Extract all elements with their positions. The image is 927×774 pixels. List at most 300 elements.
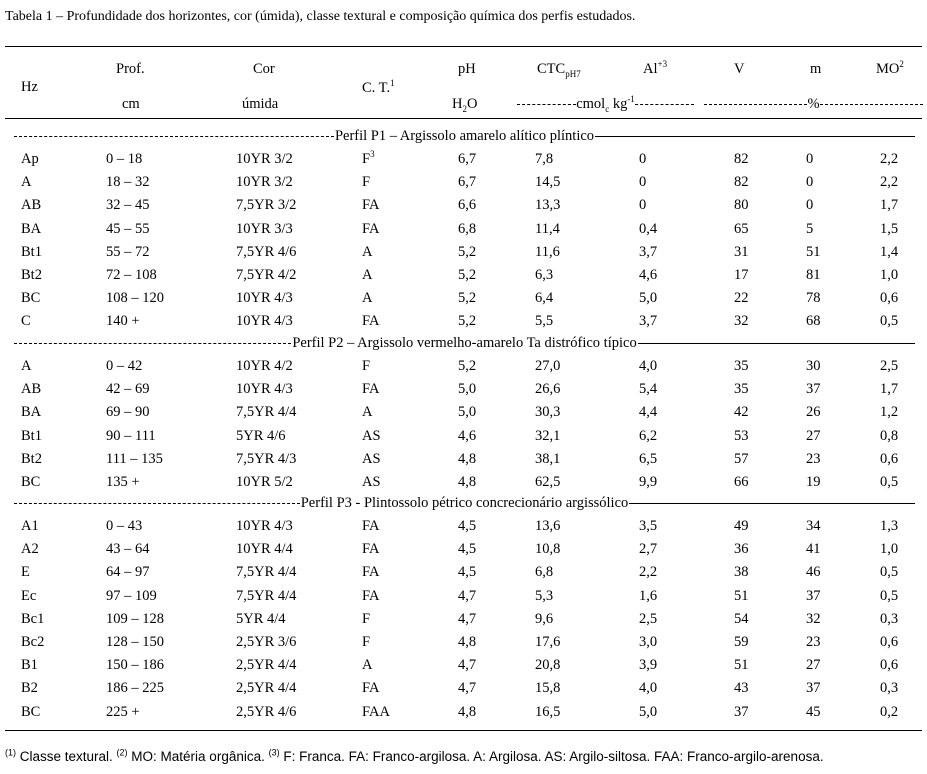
- section-dash-left: [14, 503, 300, 504]
- cell-cor: [236, 451, 296, 467]
- cell-ph: [458, 267, 476, 283]
- header-ph-sub-2: 2: [462, 103, 467, 114]
- cell-mo: [880, 588, 898, 604]
- cell-cor-text: 7,5YR 4/4: [236, 587, 297, 604]
- unit-cmol-pre: cmol: [576, 95, 606, 112]
- cell-prof: [106, 657, 164, 673]
- cell-m-text: 26: [806, 404, 821, 421]
- cell-mo-text: 0,5: [880, 474, 899, 490]
- cell-al: [639, 518, 657, 534]
- header-cor: Cor: [253, 61, 275, 77]
- cell-ctc: [535, 151, 553, 167]
- cell-prof: [106, 290, 164, 306]
- cell-hz: [21, 541, 39, 557]
- cell-v: [734, 174, 749, 190]
- cell-v-text: 35: [734, 381, 749, 398]
- header-ct: [362, 80, 395, 96]
- cell-m: [806, 313, 821, 329]
- cell-hz: [21, 704, 40, 720]
- cell-al: [639, 564, 657, 580]
- cell-prof-text: 69 – 90: [106, 404, 150, 421]
- cell-cor-text: 10YR 5/2: [236, 474, 293, 490]
- cell-v-text: 49: [734, 518, 749, 534]
- cell-ct-text: A: [362, 243, 373, 260]
- cell-mo: [880, 474, 898, 490]
- cell-al: [639, 151, 646, 167]
- cell-ctc-text: 13,6: [535, 518, 561, 534]
- cell-prof-text: 0 – 18: [106, 151, 143, 167]
- cell-cor-text: 5YR 4/6: [236, 427, 286, 444]
- cell-hz-text: C: [21, 313, 31, 330]
- cell-hz-text: Bt1: [21, 427, 42, 444]
- cell-ct: [362, 174, 370, 190]
- cell-hz-text: Bt2: [21, 267, 42, 283]
- cell-m: [806, 267, 821, 283]
- cell-ct-text: A: [362, 404, 373, 421]
- cell-m-text: 23: [806, 450, 821, 467]
- cell-mo: [880, 680, 898, 696]
- cell-ctc: [535, 174, 560, 190]
- cell-prof-text: 111 – 135: [106, 450, 163, 467]
- cell-v: [734, 564, 749, 580]
- cell-ctc-text: 6,4: [535, 290, 554, 307]
- cell-mo: [880, 151, 898, 167]
- cell-hz: [21, 197, 41, 213]
- header-mo-label: MO: [876, 61, 900, 77]
- cell-ph: [458, 404, 476, 420]
- cell-ct: [362, 680, 379, 696]
- header-ctc: [537, 61, 581, 77]
- header-mo: [876, 61, 904, 77]
- header-ctc-sub: pH7: [565, 68, 581, 79]
- cell-cor: [236, 221, 293, 237]
- cell-ph-text: 4,5: [458, 518, 477, 534]
- cell-hz-text: Ec: [21, 587, 37, 604]
- table-caption: Tabela 1 – Profundidade dos horizontes, cor (úmida), classe textural e composição química dos perfis estudados.: [5, 9, 636, 24]
- cell-hz-text: A1: [21, 518, 39, 534]
- cell-ph: [458, 634, 476, 650]
- cell-cor-text: 10YR 4/3: [236, 381, 293, 398]
- cell-al-text: 0: [639, 151, 647, 167]
- cell-m: [806, 197, 813, 213]
- cell-ct-sup: 3: [370, 149, 375, 160]
- cell-m-text: 41: [806, 541, 821, 558]
- cell-m: [806, 634, 821, 650]
- cell-cor-text: 7,5YR 4/3: [236, 450, 297, 467]
- cell-ph: [458, 564, 476, 580]
- cell-mo: [880, 381, 898, 397]
- cell-ct-text: FA: [362, 197, 380, 214]
- cell-ph-text: 4,7: [458, 657, 477, 674]
- cell-hz: [21, 151, 39, 167]
- unit-dash-left: [517, 104, 576, 105]
- cell-cor: [236, 611, 286, 627]
- cell-mo: [880, 634, 898, 650]
- cell-ct: [362, 428, 381, 444]
- cell-prof-text: 90 – 111: [106, 427, 156, 444]
- cell-cor-text: 10YR 3/2: [236, 151, 293, 167]
- cell-m: [806, 244, 821, 260]
- cell-ct: [362, 564, 379, 580]
- cell-al: [639, 680, 657, 696]
- cell-v: [734, 541, 749, 557]
- cell-ph-text: 4,5: [458, 541, 477, 558]
- cell-cor: [236, 541, 293, 557]
- cell-ct-text: F: [362, 634, 371, 650]
- cell-ctc: [535, 404, 560, 420]
- cell-v: [734, 151, 749, 167]
- cell-ph: [458, 611, 476, 627]
- cell-ph-text: 4,6: [458, 427, 477, 444]
- footnote: [5, 749, 824, 764]
- cell-prof: [106, 474, 140, 490]
- cell-al-text: 3,5: [639, 518, 658, 534]
- cell-mo: [880, 428, 898, 444]
- cell-prof-text: 42 – 69: [106, 381, 150, 398]
- cell-ct: [362, 197, 379, 213]
- cell-al-text: 3,7: [639, 313, 658, 330]
- cell-cor-text: 5YR 4/4: [236, 610, 286, 627]
- cell-hz: [21, 290, 40, 306]
- profile-title: Perfil P1 – Argissolo amarelo alítico plíntico: [334, 127, 595, 144]
- cell-mo-text: 2,5: [880, 358, 899, 374]
- header-ph-sub-h: H: [452, 96, 463, 112]
- cell-ctc: [535, 428, 560, 444]
- cell-prof-text: 18 – 32: [106, 174, 150, 191]
- cell-mo: [880, 221, 898, 237]
- cell-ctc: [535, 541, 560, 557]
- cell-ctc: [535, 451, 560, 467]
- cell-al-text: 9,9: [639, 474, 658, 490]
- cell-v-text: 37: [734, 703, 749, 720]
- cell-mo-text: 0,3: [880, 680, 899, 697]
- cell-v: [734, 221, 749, 237]
- cell-v: [734, 358, 749, 374]
- cell-al-text: 4,4: [639, 404, 658, 421]
- cell-ph: [458, 518, 476, 534]
- cell-v-text: 53: [734, 427, 749, 444]
- cell-mo-text: 1,0: [880, 267, 899, 283]
- unit-cmol-sup: -1: [627, 93, 635, 104]
- cell-prof: [106, 588, 157, 604]
- cell-hz: [21, 518, 39, 534]
- header-v: V: [734, 61, 745, 77]
- cell-ct: [362, 358, 370, 374]
- cell-ctc-text: 13,3: [535, 197, 561, 214]
- cell-prof: [106, 451, 163, 467]
- profile-section-header: [14, 128, 915, 144]
- cell-ctc-text: 32,1: [535, 427, 561, 444]
- cell-v-text: 80: [734, 197, 749, 214]
- cell-m: [806, 174, 813, 190]
- cell-m: [806, 704, 821, 720]
- cell-m-text: 0: [806, 174, 814, 191]
- cell-prof-text: 0 – 43: [106, 518, 143, 534]
- cell-ctc: [535, 381, 560, 397]
- cell-cor-text: 2,5YR 4/4: [236, 680, 297, 697]
- cell-hz: [21, 244, 42, 260]
- cell-ctc-text: 14,5: [535, 174, 561, 191]
- cell-ph: [458, 244, 476, 260]
- cell-ctc-text: 30,3: [535, 404, 561, 421]
- cell-m: [806, 428, 821, 444]
- cell-m-text: 37: [806, 680, 821, 697]
- cell-ct-text: FA: [362, 587, 380, 604]
- cell-prof-text: 135 +: [106, 474, 140, 490]
- cell-mo-text: 1,5: [880, 220, 899, 237]
- cell-ph: [458, 657, 476, 673]
- cell-al-text: 3,7: [639, 243, 658, 260]
- cell-m: [806, 680, 821, 696]
- cell-cor: [236, 634, 296, 650]
- cell-ct-text: FA: [362, 381, 380, 398]
- cell-ph-text: 6,7: [458, 151, 477, 167]
- cell-ctc: [535, 358, 560, 374]
- cell-ct-text: F: [362, 358, 371, 374]
- cell-prof-text: 72 – 108: [106, 267, 157, 283]
- cell-mo: [880, 267, 898, 283]
- cell-mo-text: 0,6: [880, 450, 899, 467]
- cell-v: [734, 290, 749, 306]
- cell-al-text: 2,5: [639, 610, 658, 627]
- cell-ct: [362, 267, 372, 283]
- cell-v-text: 82: [734, 174, 749, 191]
- cell-cor: [236, 244, 296, 260]
- cell-ph-text: 4,8: [458, 474, 477, 490]
- cell-hz: [21, 474, 40, 490]
- cell-prof-text: 55 – 72: [106, 243, 150, 260]
- cell-ctc: [535, 611, 553, 627]
- cell-m-text: 0: [806, 151, 814, 167]
- header-mo-sup: 2: [899, 59, 904, 70]
- cell-mo-text: 0,5: [880, 564, 899, 581]
- cell-ctc-text: 9,6: [535, 610, 554, 627]
- profile-section-header: [14, 335, 915, 351]
- cell-cor: [236, 588, 296, 604]
- cell-al: [639, 244, 657, 260]
- cell-m: [806, 381, 821, 397]
- section-line-right: [638, 343, 915, 344]
- cell-cor-text: 10YR 4/3: [236, 290, 293, 307]
- cell-prof: [106, 381, 150, 397]
- cell-ct-text: FA: [362, 541, 380, 558]
- cell-ph-text: 6,6: [458, 197, 477, 214]
- cell-ph-text: 5,2: [458, 243, 477, 260]
- cell-prof-text: 32 – 45: [106, 197, 150, 214]
- cell-ct: [362, 151, 375, 167]
- cell-hz: [21, 174, 31, 190]
- header-prof-unit: cm: [122, 96, 140, 112]
- cell-mo: [880, 197, 898, 213]
- cell-ph: [458, 221, 476, 237]
- cell-v-text: 65: [734, 220, 749, 237]
- profile-title: Perfil P3 - Plintossolo pétrico concrecionário argissólico: [300, 494, 629, 511]
- cell-hz-text: Bc1: [21, 610, 45, 627]
- cell-ct: [362, 634, 370, 650]
- cell-al-text: 0: [639, 174, 647, 191]
- cell-v-text: 43: [734, 680, 749, 697]
- cell-cor-text: 7,5YR 4/6: [236, 243, 297, 260]
- cell-al-text: 3,0: [639, 634, 658, 650]
- cell-ctc-text: 15,8: [535, 680, 561, 697]
- cell-m: [806, 588, 821, 604]
- cell-ctc-text: 26,6: [535, 381, 561, 398]
- cell-ph-text: 4,8: [458, 450, 477, 467]
- cell-cor: [236, 290, 293, 306]
- cell-v: [734, 267, 749, 283]
- cell-ph-text: 6,8: [458, 220, 477, 237]
- cell-al: [639, 657, 657, 673]
- cell-prof: [106, 197, 150, 213]
- cell-ct-text: F: [362, 610, 371, 627]
- cell-al-text: 3,9: [639, 657, 658, 674]
- cell-prof: [106, 313, 140, 329]
- cell-mo-text: 0,2: [880, 703, 899, 720]
- cell-v-text: 32: [734, 313, 749, 330]
- cell-ct: [362, 657, 372, 673]
- cell-ph: [458, 451, 476, 467]
- cell-prof-text: 140 +: [106, 313, 140, 330]
- cell-prof: [106, 634, 164, 650]
- cell-ph: [458, 151, 476, 167]
- cell-ct-text: FA: [362, 564, 380, 581]
- cell-prof: [106, 244, 150, 260]
- section-dash-left: [14, 343, 291, 344]
- cell-cor: [236, 704, 296, 720]
- cell-cor-text: 10YR 3/2: [236, 174, 293, 191]
- cell-m: [806, 657, 821, 673]
- cell-hz-text: Ap: [21, 151, 39, 167]
- cell-m-text: 68: [806, 313, 821, 330]
- cell-v-text: 57: [734, 450, 749, 467]
- cell-mo-text: 0,6: [880, 657, 899, 674]
- cell-ctc: [535, 221, 560, 237]
- cell-cor: [236, 151, 293, 167]
- cell-v-text: 42: [734, 404, 749, 421]
- cell-ct: [362, 451, 381, 467]
- cell-al-text: 4,6: [639, 267, 658, 283]
- unit-cmol-post: kg: [609, 95, 628, 112]
- cell-ct: [362, 518, 379, 534]
- cell-ph: [458, 680, 476, 696]
- cell-ctc: [535, 564, 553, 580]
- cell-v: [734, 657, 749, 673]
- cell-al: [639, 381, 657, 397]
- cell-ph: [458, 197, 476, 213]
- cell-ct-text: FAA: [362, 703, 390, 720]
- cell-mo: [880, 244, 898, 260]
- cell-m: [806, 358, 821, 374]
- cell-mo-text: 2,2: [880, 174, 899, 191]
- cell-al-text: 6,2: [639, 427, 658, 444]
- cell-ctc: [535, 474, 560, 490]
- cell-m: [806, 404, 821, 420]
- cell-ct-text: F: [362, 151, 371, 167]
- cell-al: [639, 611, 657, 627]
- cell-v: [734, 451, 749, 467]
- cell-mo: [880, 518, 898, 534]
- cell-ctc-text: 17,6: [535, 634, 561, 650]
- unit-dash-right: [635, 104, 694, 105]
- cell-cor: [236, 174, 293, 190]
- cell-prof: [106, 404, 150, 420]
- cell-m-text: 37: [806, 587, 821, 604]
- cell-v: [734, 611, 749, 627]
- cell-v-text: 82: [734, 151, 749, 167]
- cell-v-text: 38: [734, 564, 749, 581]
- cell-v-text: 36: [734, 541, 749, 558]
- cell-m-text: 27: [806, 427, 821, 444]
- cell-cor-text: 2,5YR 3/6: [236, 634, 297, 650]
- cell-ct: [362, 381, 379, 397]
- cell-ph-text: 4,5: [458, 564, 477, 581]
- cell-v-text: 51: [734, 587, 749, 604]
- cell-al: [639, 358, 657, 374]
- cell-mo-text: 0,6: [880, 634, 899, 650]
- unit-cmol-label: [576, 93, 635, 114]
- cell-ph-text: 5,2: [458, 267, 477, 283]
- cell-al: [639, 541, 657, 557]
- cell-m-text: 51: [806, 243, 821, 260]
- cell-v: [734, 244, 749, 260]
- cell-hz-text: AB: [21, 197, 42, 214]
- cell-prof: [106, 564, 150, 580]
- cell-ph: [458, 704, 476, 720]
- cell-cor: [236, 680, 296, 696]
- cell-ph-text: 4,7: [458, 680, 477, 697]
- header-ph-sub-o: O: [466, 96, 478, 112]
- header-ph-sub: [452, 96, 477, 112]
- cell-al-text: 2,7: [639, 541, 658, 558]
- cell-al-text: 5,4: [639, 381, 658, 398]
- cell-prof: [106, 428, 156, 444]
- cell-m-text: 0: [806, 197, 814, 214]
- unit-dash-left: [704, 104, 807, 105]
- cell-m-text: 78: [806, 290, 821, 307]
- unit-percent: [704, 96, 923, 112]
- cell-ct: [362, 704, 390, 720]
- cell-hz: [21, 313, 31, 329]
- cell-v-text: 31: [734, 243, 749, 260]
- cell-mo-text: 0,3: [880, 610, 899, 627]
- cell-v-text: 51: [734, 657, 749, 674]
- footnote-t2: MO: Matéria orgânica.: [127, 749, 269, 764]
- cell-ctc: [535, 290, 553, 306]
- cell-ctc-text: 6,8: [535, 564, 554, 581]
- cell-m-text: 45: [806, 703, 821, 720]
- cell-mo: [880, 704, 898, 720]
- cell-ph: [458, 174, 476, 190]
- cell-ph-text: 4,8: [458, 634, 477, 650]
- cell-ctc-text: 16,5: [535, 703, 561, 720]
- cell-ph-text: 6,7: [458, 174, 477, 191]
- cell-prof-text: 128 – 150: [106, 634, 164, 650]
- cell-cor-text: 10YR 4/3: [236, 313, 293, 330]
- cell-mo-text: 1,7: [880, 381, 899, 398]
- cell-mo-text: 1,2: [880, 404, 899, 421]
- cell-m: [806, 518, 821, 534]
- cell-ct-text: F: [362, 174, 371, 191]
- cell-prof-text: 225 +: [106, 703, 140, 720]
- cell-m: [806, 221, 813, 237]
- cell-cor: [236, 428, 286, 444]
- cell-hz-text: Bc2: [21, 634, 45, 650]
- cell-ctc: [535, 680, 560, 696]
- cell-v: [734, 381, 749, 397]
- header-cor-sub: úmida: [242, 96, 279, 112]
- cell-hz: [21, 404, 41, 420]
- cell-cor: [236, 474, 293, 490]
